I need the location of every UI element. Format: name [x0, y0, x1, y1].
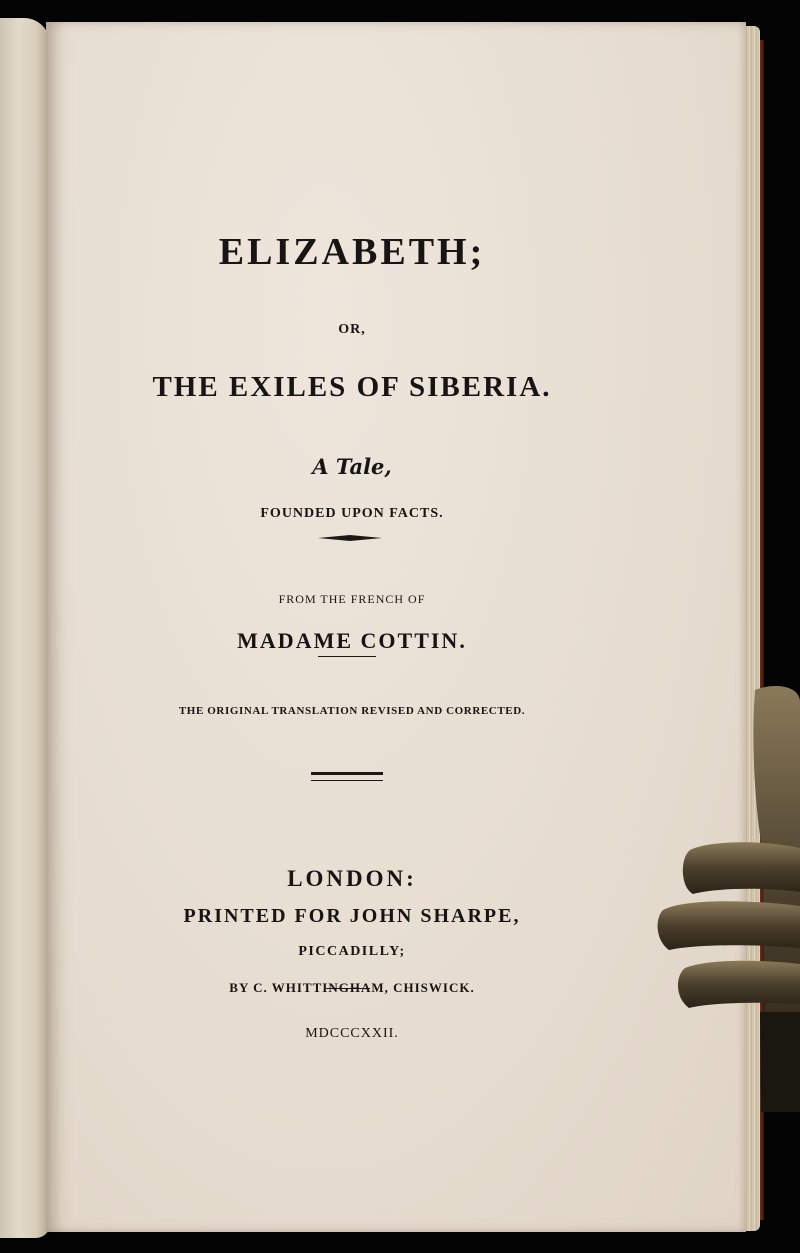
imprint-byline: BY C. WHITTINGHAM, CHISWICK. — [229, 980, 475, 995]
translation-source-line: FROM THE FRENCH OF — [278, 592, 426, 606]
title-page — [46, 22, 746, 1232]
double-rule — [311, 772, 383, 781]
title-conjunction: OR, — [338, 322, 366, 337]
imprint-printer: PRINTED FOR JOHN SHARPE, — [183, 905, 521, 927]
genre-line: A Tale, — [312, 454, 392, 479]
revision-note: THE ORIGINAL TRANSLATION REVISED AND CORRECTED. — [178, 705, 526, 717]
imprint-date: MDCCCXXII. — [305, 1026, 399, 1041]
left-facing-page — [0, 18, 50, 1238]
founded-line: FOUNDED UPON FACTS. — [260, 506, 444, 521]
date-rule — [326, 988, 370, 989]
brass-hand-clamp — [655, 682, 800, 1112]
short-rule — [318, 656, 376, 657]
book-title: ELIZABETH; — [218, 231, 486, 273]
author-name: MADAME COTTIN. — [237, 628, 467, 653]
book-subtitle: THE EXILES OF SIBERIA. — [152, 371, 552, 403]
diamond-ornament-rule — [318, 535, 382, 541]
imprint-city: LONDON: — [287, 866, 417, 891]
imprint-street: PICCADILLY; — [298, 944, 406, 959]
